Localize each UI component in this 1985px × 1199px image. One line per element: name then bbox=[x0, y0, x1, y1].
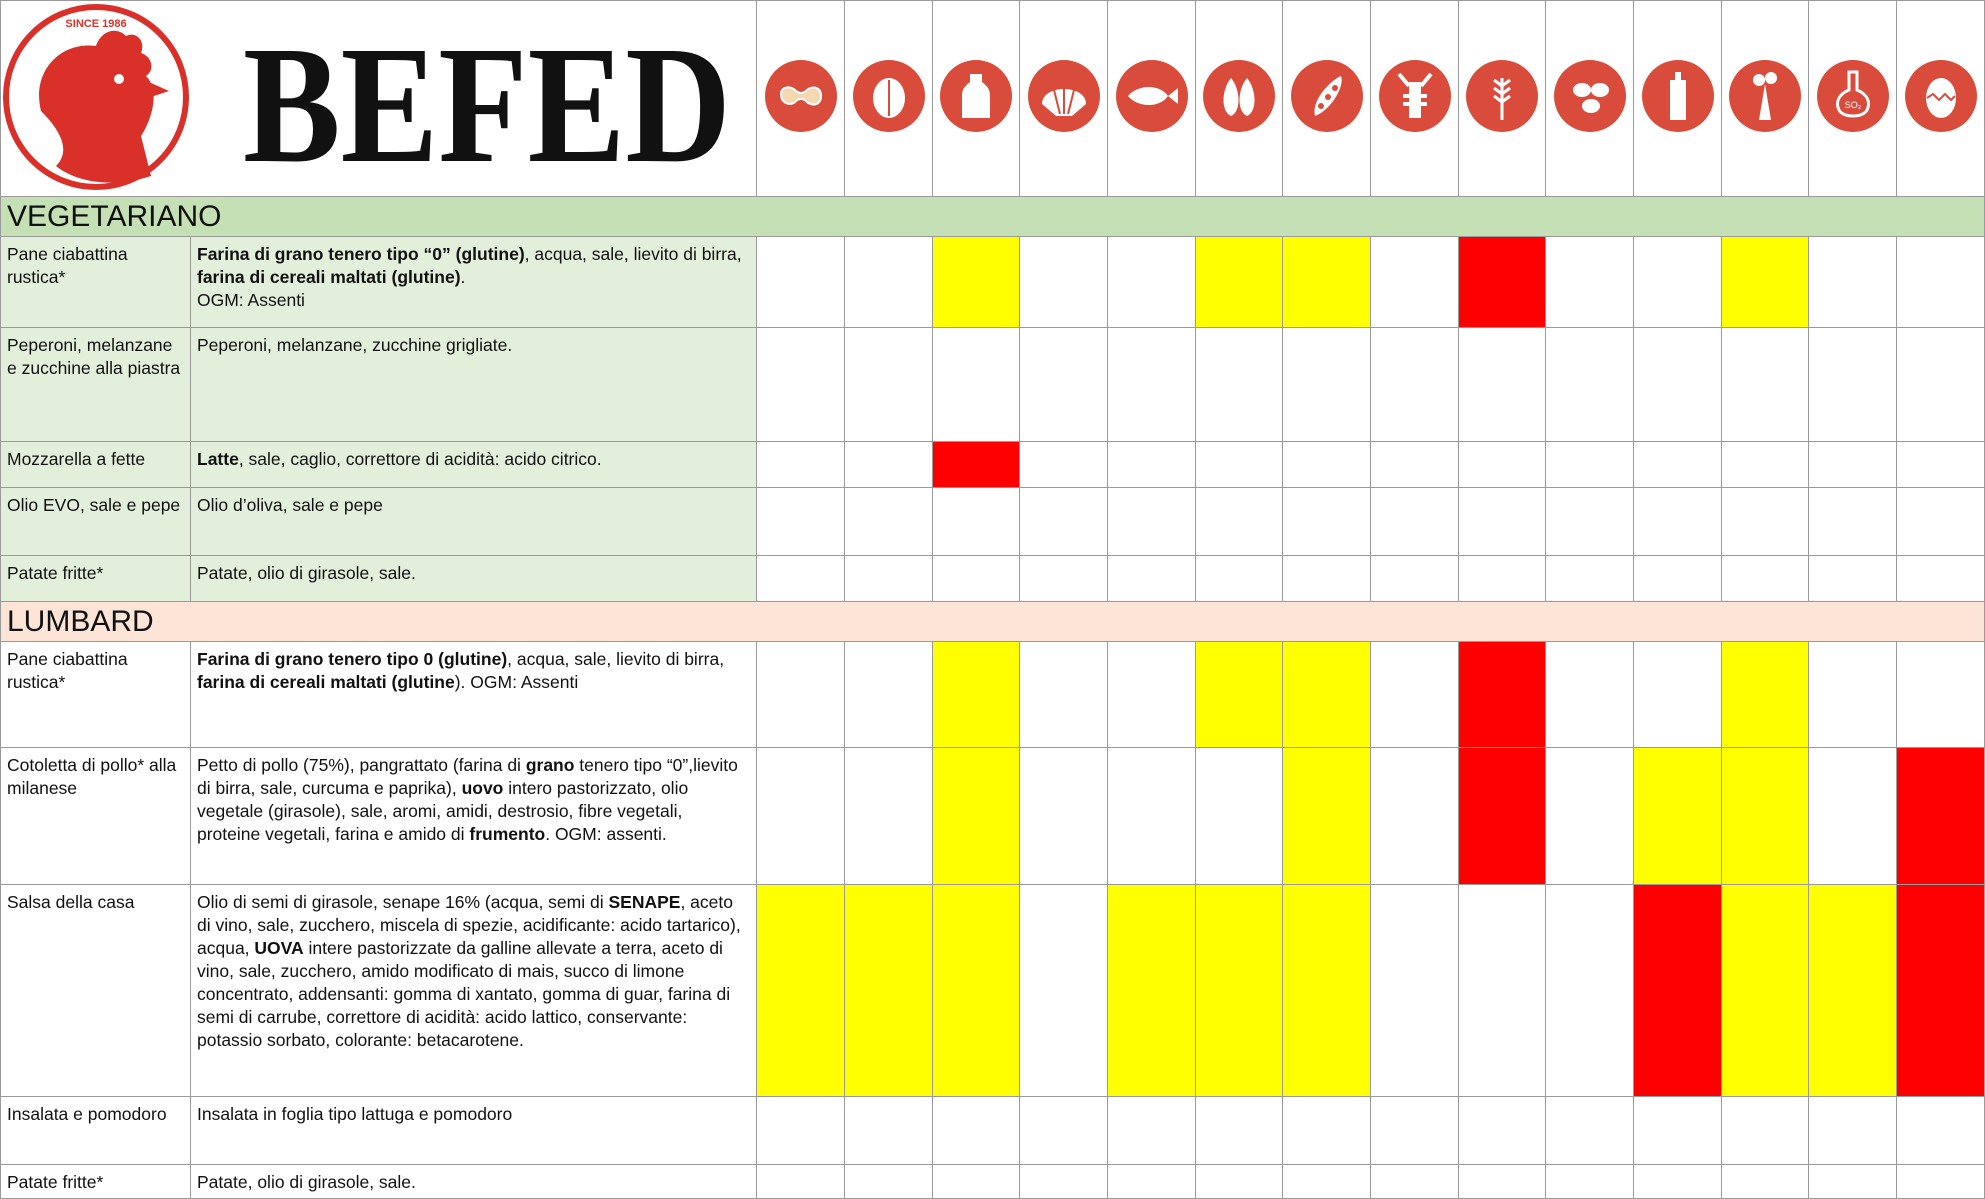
celery-icon bbox=[1729, 60, 1801, 132]
allergen-cell-peanut bbox=[757, 442, 845, 488]
allergen-cell-soy bbox=[1283, 1097, 1371, 1165]
allergen-cell-celery bbox=[1722, 748, 1809, 885]
allergen-cell-nut bbox=[845, 488, 933, 556]
allergen-cell-sesame bbox=[1546, 328, 1634, 442]
allergen-cell-egg bbox=[1897, 748, 1985, 885]
allergen-cell-milk bbox=[933, 748, 1020, 885]
allergen-cell-shellfish bbox=[1020, 556, 1108, 602]
allergen-cell-wheat bbox=[1459, 442, 1546, 488]
allergen-cell-shellfish bbox=[1020, 442, 1108, 488]
allergen-cell-milk bbox=[933, 642, 1020, 748]
allergen-cell-soy bbox=[1283, 885, 1371, 1097]
allergen-cell-sesame bbox=[1546, 748, 1634, 885]
allergen-cell-peanut bbox=[757, 488, 845, 556]
allergen-cell-almond bbox=[1196, 1097, 1283, 1165]
allergen-cell-nut bbox=[845, 885, 933, 1097]
table-row bbox=[1, 1165, 1985, 1199]
milk-icon bbox=[940, 60, 1012, 132]
allergen-cell-soy bbox=[1283, 237, 1371, 328]
allergen-cell-nut bbox=[845, 237, 933, 328]
allergen-cell-mustard bbox=[1634, 748, 1722, 885]
allergen-cell-celery bbox=[1722, 642, 1809, 748]
section-title: LUMBARD bbox=[1, 602, 1985, 642]
allergen-cell-egg bbox=[1897, 237, 1985, 328]
section-title: VEGETARIANO bbox=[1, 197, 1985, 237]
allergen-cell-mustard bbox=[1634, 1165, 1722, 1199]
header-row bbox=[1, 1, 1985, 197]
allergen-cell-soy bbox=[1283, 442, 1371, 488]
allergen-cell-shellfish bbox=[1020, 748, 1108, 885]
table-row bbox=[1, 642, 1985, 748]
fish-icon bbox=[1116, 60, 1188, 132]
ingredients: Latte, sale, caglio, correttore di acidità: acido citrico. bbox=[191, 442, 757, 488]
allergen-cell-sulphite bbox=[1809, 237, 1897, 328]
ingredients: Peperoni, melanzane, zucchine grigliate. bbox=[191, 328, 757, 442]
allergen-cell-fish bbox=[1108, 748, 1196, 885]
allergen-cell-wheat bbox=[1459, 748, 1546, 885]
allergen-cell-sesame bbox=[1546, 1165, 1634, 1199]
badge-text: SINCE 1986 bbox=[65, 18, 127, 30]
ingredients: Farina di grano tenero tipo “0” (glutine), acqua, sale, lievito di birra, farina di cereali maltati (glutine). OGM: Assenti bbox=[191, 237, 757, 328]
allergen-cell-nut bbox=[845, 328, 933, 442]
sesame-icon-cell bbox=[1546, 1, 1634, 197]
table-row bbox=[1, 885, 1985, 1097]
allergen-cell-fish bbox=[1108, 885, 1196, 1097]
product-name: Mozzarella a fette bbox=[1, 442, 191, 488]
product-name: Insalata e pomodoro bbox=[1, 1097, 191, 1165]
milk-icon-cell bbox=[933, 1, 1020, 197]
allergen-cell-wheat bbox=[1459, 1097, 1546, 1165]
product-name: Patate fritte* bbox=[1, 556, 191, 602]
table-row bbox=[1, 488, 1985, 556]
ingredients: Petto di pollo (75%), pangrattato (farina di grano tenero tipo “0”,lievito di birra, sale, curcuma e paprika), uovo intero pastorizzato, olio vegetale (girasole), sale, aromi, amidi, destrosio, fibre vegetali, proteine vegetali, farina e amido di frumento. OGM: assenti. bbox=[191, 748, 757, 885]
allergen-cell-sesame bbox=[1546, 442, 1634, 488]
table-row bbox=[1, 748, 1985, 885]
allergen-cell-crustacean bbox=[1371, 556, 1459, 602]
allergen-cell-sulphite bbox=[1809, 488, 1897, 556]
product-name: Olio EVO, sale e pepe bbox=[1, 488, 191, 556]
allergen-cell-egg bbox=[1897, 1165, 1985, 1199]
sulphite-icon bbox=[1817, 60, 1889, 132]
allergen-cell-sulphite bbox=[1809, 442, 1897, 488]
allergen-cell-wheat bbox=[1459, 488, 1546, 556]
product-name: Patate fritte* bbox=[1, 1165, 191, 1199]
allergen-cell-wheat bbox=[1459, 328, 1546, 442]
table-row bbox=[1, 328, 1985, 442]
allergen-cell-egg bbox=[1897, 328, 1985, 442]
allergen-cell-shellfish bbox=[1020, 1097, 1108, 1165]
allergen-cell-sulphite bbox=[1809, 556, 1897, 602]
allergen-cell-celery bbox=[1722, 885, 1809, 1097]
allergen-cell-nut bbox=[845, 642, 933, 748]
allergen-cell-peanut bbox=[757, 556, 845, 602]
allergen-cell-peanut bbox=[757, 328, 845, 442]
celery-icon-cell bbox=[1722, 1, 1809, 197]
allergen-cell-celery bbox=[1722, 488, 1809, 556]
allergen-cell-nut bbox=[845, 1097, 933, 1165]
allergen-cell-peanut bbox=[757, 237, 845, 328]
allergen-cell-crustacean bbox=[1371, 1165, 1459, 1199]
section-header-row bbox=[1, 197, 1985, 237]
allergen-cell-peanut bbox=[757, 748, 845, 885]
allergen-cell-nut bbox=[845, 442, 933, 488]
allergen-cell-shellfish bbox=[1020, 237, 1108, 328]
allergen-cell-mustard bbox=[1634, 488, 1722, 556]
allergen-cell-mustard bbox=[1634, 328, 1722, 442]
allergen-cell-fish bbox=[1108, 1097, 1196, 1165]
allergen-cell-egg bbox=[1897, 885, 1985, 1097]
allergen-cell-sesame bbox=[1546, 885, 1634, 1097]
allergen-cell-sesame bbox=[1546, 556, 1634, 602]
allergen-cell-sesame bbox=[1546, 1097, 1634, 1165]
nut-icon bbox=[853, 60, 925, 132]
allergen-cell-milk bbox=[933, 1097, 1020, 1165]
allergen-cell-almond bbox=[1196, 328, 1283, 442]
soy-icon-cell bbox=[1283, 1, 1371, 197]
allergen-cell-mustard bbox=[1634, 442, 1722, 488]
allergen-cell-sulphite bbox=[1809, 885, 1897, 1097]
allergen-cell-shellfish bbox=[1020, 642, 1108, 748]
ingredients: Patate, olio di girasole, sale. bbox=[191, 556, 757, 602]
allergen-cell-crustacean bbox=[1371, 642, 1459, 748]
allergen-cell-almond bbox=[1196, 885, 1283, 1097]
product-name: Pane ciabattina rustica* bbox=[1, 237, 191, 328]
allergen-cell-celery bbox=[1722, 556, 1809, 602]
ingredients: Insalata in foglia tipo lattuga e pomodoro bbox=[191, 1097, 757, 1165]
allergen-cell-mustard bbox=[1634, 556, 1722, 602]
allergen-cell-almond bbox=[1196, 642, 1283, 748]
product-name: Peperoni, melanzane e zucchine alla piastra bbox=[1, 328, 191, 442]
allergen-cell-wheat bbox=[1459, 1165, 1546, 1199]
table-row bbox=[1, 1097, 1985, 1165]
allergen-cell-sesame bbox=[1546, 642, 1634, 748]
allergen-cell-egg bbox=[1897, 442, 1985, 488]
allergen-cell-crustacean bbox=[1371, 442, 1459, 488]
allergen-cell-milk bbox=[933, 885, 1020, 1097]
allergen-cell-mustard bbox=[1634, 237, 1722, 328]
allergen-cell-celery bbox=[1722, 1165, 1809, 1199]
allergen-cell-celery bbox=[1722, 328, 1809, 442]
allergen-cell-peanut bbox=[757, 885, 845, 1097]
allergen-cell-crustacean bbox=[1371, 748, 1459, 885]
crustacean-icon-cell bbox=[1371, 1, 1459, 197]
allergen-cell-wheat bbox=[1459, 885, 1546, 1097]
allergen-cell-mustard bbox=[1634, 885, 1722, 1097]
allergen-cell-peanut bbox=[757, 1165, 845, 1199]
allergen-cell-crustacean bbox=[1371, 488, 1459, 556]
allergen-cell-milk bbox=[933, 1165, 1020, 1199]
product-name: Salsa della casa bbox=[1, 885, 191, 1097]
allergen-cell-almond bbox=[1196, 556, 1283, 602]
allergen-cell-sulphite bbox=[1809, 642, 1897, 748]
allergen-cell-fish bbox=[1108, 237, 1196, 328]
allergen-cell-celery bbox=[1722, 442, 1809, 488]
allergen-cell-shellfish bbox=[1020, 885, 1108, 1097]
allergen-cell-celery bbox=[1722, 1097, 1809, 1165]
allergen-cell-almond bbox=[1196, 748, 1283, 885]
allergen-cell-almond bbox=[1196, 488, 1283, 556]
allergen-cell-fish bbox=[1108, 328, 1196, 442]
section-header-row bbox=[1, 602, 1985, 642]
allergen-cell-fish bbox=[1108, 1165, 1196, 1199]
allergen-cell-sulphite bbox=[1809, 1165, 1897, 1199]
sesame-icon bbox=[1554, 60, 1626, 132]
ingredients: Olio di semi di girasole, senape 16% (acqua, semi di SENAPE, aceto di vino, sale, zucchero, miscela di spezie, acidificante: acido tartarico), acqua, UOVA intere pastorizzate da galline allevate a terra, aceto di vino, sale, zucchero, amido modificato di mais, succo di limone concentrato, addensanti: gomma di xantato, gomma di guar, farina di semi di carrube, correttore di acidità: acido lattico, conservante: potassio sorbato, colorante: betacarotene. bbox=[191, 885, 757, 1097]
allergen-cell-fish bbox=[1108, 642, 1196, 748]
allergen-cell-almond bbox=[1196, 237, 1283, 328]
allergen-cell-wheat bbox=[1459, 237, 1546, 328]
allergen-cell-nut bbox=[845, 1165, 933, 1199]
svg-text:SO₂: SO₂ bbox=[1844, 100, 1861, 110]
almond-icon bbox=[1203, 60, 1275, 132]
nut-icon-cell bbox=[845, 1, 933, 197]
allergen-cell-soy bbox=[1283, 748, 1371, 885]
ingredients: Patate, olio di girasole, sale. bbox=[191, 1165, 757, 1199]
table-row bbox=[1, 556, 1985, 602]
allergen-cell-sulphite bbox=[1809, 328, 1897, 442]
allergen-cell-egg bbox=[1897, 556, 1985, 602]
allergen-cell-milk bbox=[933, 442, 1020, 488]
allergen-cell-mustard bbox=[1634, 1097, 1722, 1165]
allergen-cell-soy bbox=[1283, 328, 1371, 442]
crustacean-icon bbox=[1379, 60, 1451, 132]
allergen-cell-milk bbox=[933, 237, 1020, 328]
product-name: Pane ciabattina rustica* bbox=[1, 642, 191, 748]
fish-icon-cell bbox=[1108, 1, 1196, 197]
allergen-cell-almond bbox=[1196, 1165, 1283, 1199]
table-row bbox=[1, 237, 1985, 328]
product-name: Cotoletta di pollo* alla milanese bbox=[1, 748, 191, 885]
egg-icon-cell bbox=[1897, 1, 1985, 197]
shellfish-icon bbox=[1028, 60, 1100, 132]
allergen-cell-crustacean bbox=[1371, 1097, 1459, 1165]
allergen-cell-milk bbox=[933, 328, 1020, 442]
brand-name: BEFED bbox=[243, 12, 731, 198]
peanut-icon-cell bbox=[757, 1, 845, 197]
allergen-cell-mustard bbox=[1634, 642, 1722, 748]
allergen-cell-sulphite bbox=[1809, 748, 1897, 885]
allergen-cell-sesame bbox=[1546, 488, 1634, 556]
allergen-cell-egg bbox=[1897, 1097, 1985, 1165]
sulphite-icon-cell bbox=[1809, 1, 1897, 197]
shellfish-icon-cell bbox=[1020, 1, 1108, 197]
allergen-cell-fish bbox=[1108, 442, 1196, 488]
allergen-cell-crustacean bbox=[1371, 885, 1459, 1097]
allergen-cell-nut bbox=[845, 556, 933, 602]
allergen-cell-egg bbox=[1897, 642, 1985, 748]
allergen-cell-wheat bbox=[1459, 556, 1546, 602]
allergen-cell-soy bbox=[1283, 1165, 1371, 1199]
mustard-icon-cell bbox=[1634, 1, 1722, 197]
allergen-cell-wheat bbox=[1459, 642, 1546, 748]
allergen-cell-soy bbox=[1283, 488, 1371, 556]
allergen-cell-shellfish bbox=[1020, 1165, 1108, 1199]
allergen-cell-sulphite bbox=[1809, 1097, 1897, 1165]
allergen-cell-egg bbox=[1897, 488, 1985, 556]
wheat-icon-cell bbox=[1459, 1, 1546, 197]
allergen-cell-milk bbox=[933, 488, 1020, 556]
ingredients: Farina di grano tenero tipo 0 (glutine), acqua, sale, lievito di birra, farina di cereali maltati (glutine). OGM: Assenti bbox=[191, 642, 757, 748]
wheat-icon bbox=[1466, 60, 1538, 132]
allergen-cell-fish bbox=[1108, 488, 1196, 556]
allergen-cell-almond bbox=[1196, 442, 1283, 488]
allergen-cell-crustacean bbox=[1371, 237, 1459, 328]
peanut-icon bbox=[765, 60, 837, 132]
ingredients: Olio d’oliva, sale e pepe bbox=[191, 488, 757, 556]
allergen-cell-milk bbox=[933, 556, 1020, 602]
allergen-cell-shellfish bbox=[1020, 488, 1108, 556]
almond-icon-cell bbox=[1196, 1, 1283, 197]
table-row bbox=[1, 442, 1985, 488]
allergen-cell-celery bbox=[1722, 237, 1809, 328]
mustard-icon bbox=[1642, 60, 1714, 132]
allergen-cell-nut bbox=[845, 748, 933, 885]
allergen-cell-peanut bbox=[757, 1097, 845, 1165]
allergen-cell-shellfish bbox=[1020, 328, 1108, 442]
allergen-cell-soy bbox=[1283, 642, 1371, 748]
allergen-cell-sesame bbox=[1546, 237, 1634, 328]
allergen-cell-crustacean bbox=[1371, 328, 1459, 442]
allergen-cell-soy bbox=[1283, 556, 1371, 602]
allergen-cell-peanut bbox=[757, 642, 845, 748]
allergen-cell-fish bbox=[1108, 556, 1196, 602]
logo-cell bbox=[1, 1, 757, 197]
egg-icon bbox=[1905, 60, 1977, 132]
befed-logo bbox=[1, 1, 741, 198]
soy-icon bbox=[1291, 60, 1363, 132]
